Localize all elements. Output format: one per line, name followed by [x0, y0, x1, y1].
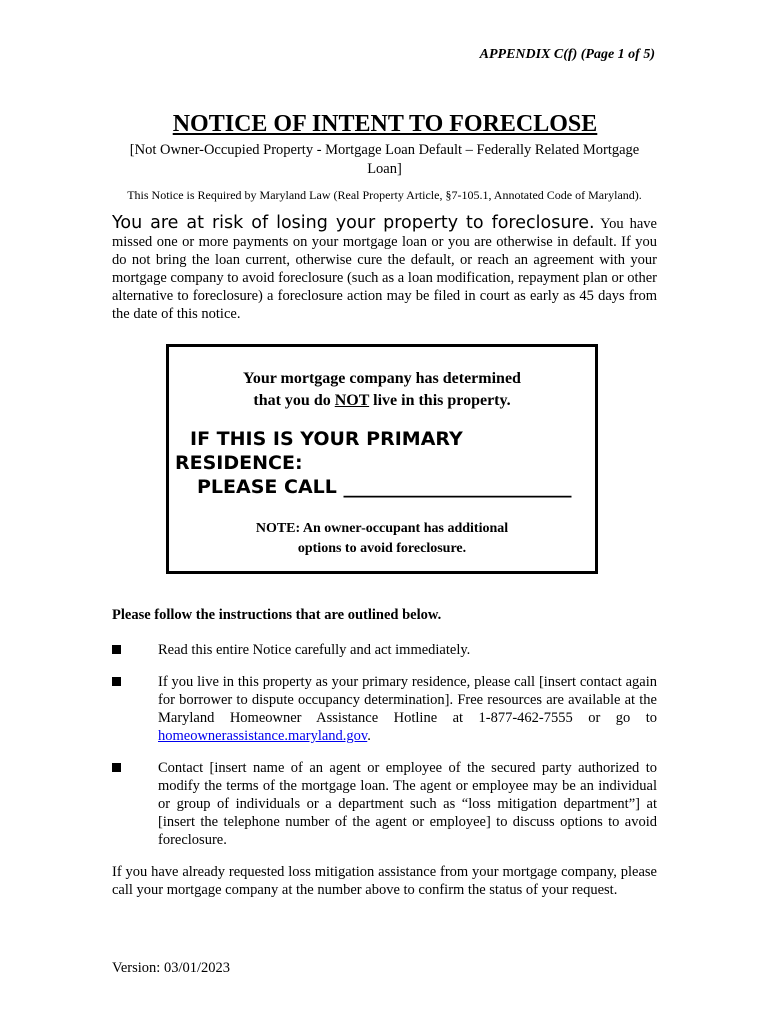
bullet-square-icon	[112, 677, 121, 686]
determination-line2-post: live in this property.	[369, 392, 511, 409]
legal-requirement: This Notice is Required by Maryland Law (Real Property Article, §7-105.1, Annotated Code of Maryland).	[127, 188, 642, 202]
occupancy-box	[166, 344, 598, 574]
note-line1: NOTE: An owner-occupant has additional	[255, 521, 509, 536]
list-item	[112, 641, 657, 659]
primary-residence-callout	[175, 427, 571, 499]
closing-paragraph: If you have already requested loss mitigation assistance from your mortgage company, please call your mortgage company at the number above to confirm the status of your request.	[112, 864, 657, 898]
bullet-text: Contact [insert name of an agent or employee of the secured party authorized to modify the terms of the mortgage loan. The agent or employee may be an individual or group of individuals or a department such as “loss mitigation department”] at [insert the telephone number of the agent or employee] to discuss options to avoid foreclosure.	[158, 760, 657, 848]
determination-line1: Your mortgage company has determined	[243, 370, 521, 387]
occupancy-determination	[169, 368, 595, 412]
please-call-line: PLEASE CALL ________________________	[197, 476, 572, 498]
list-item	[112, 673, 657, 745]
intro-body: You have missed one or more payments on your mortgage loan or you are otherwise in default. If you do not bring the loan current, otherwise cure the default, or reach an agreement with your mortgage company to avoid foreclosure (such as a loan modification, repayment plan or other alternative to foreclosure) a foreclosure action may be filed in court as early as 45 days from the date of this notice.	[112, 216, 657, 322]
appendix-label: APPENDIX C(f) (Page 1 of 5)	[479, 47, 655, 62]
note-line2: options to avoid foreclosure.	[297, 541, 467, 556]
primary-line1: IF THIS IS YOUR PRIMARY	[190, 428, 463, 450]
instructions-heading: Please follow the instructions that are outlined below.	[112, 607, 442, 623]
intro-paragraph	[112, 214, 657, 323]
list-item	[112, 759, 657, 849]
bullet-square-icon	[112, 645, 121, 654]
page-title: NOTICE OF INTENT TO FORECLOSE	[172, 111, 598, 137]
owner-occupant-note	[169, 519, 595, 559]
determination-line2-pre: that you do	[253, 392, 335, 409]
not-emphasis: NOT	[334, 392, 370, 409]
bullet-text-end: .	[367, 728, 371, 744]
version-label: Version: 03/01/2023	[112, 960, 231, 976]
bullet-text: Read this entire Notice carefully and act immediately.	[158, 642, 471, 658]
primary-line2: RESIDENCE:	[175, 452, 303, 474]
hotline-website-link[interactable]: homeownerassistance.maryland.gov	[158, 728, 368, 744]
risk-lead: You are at risk of losing your property to foreclosure.	[112, 213, 595, 233]
bullet-text	[158, 673, 657, 745]
bullet-text-body: If you live in this property as your primary residence, please call [insert contact again for borrower to dispute occupancy determination]. Free resources are available at the Maryland Homeowner Assistance Hotline at 1-877-462-7555 or go to	[158, 674, 657, 726]
notice-subtitle: [Not Owner-Occupied Property - Mortgage Loan Default – Federally Related Mortgage Loan]	[129, 142, 640, 177]
bullet-square-icon	[112, 763, 121, 772]
